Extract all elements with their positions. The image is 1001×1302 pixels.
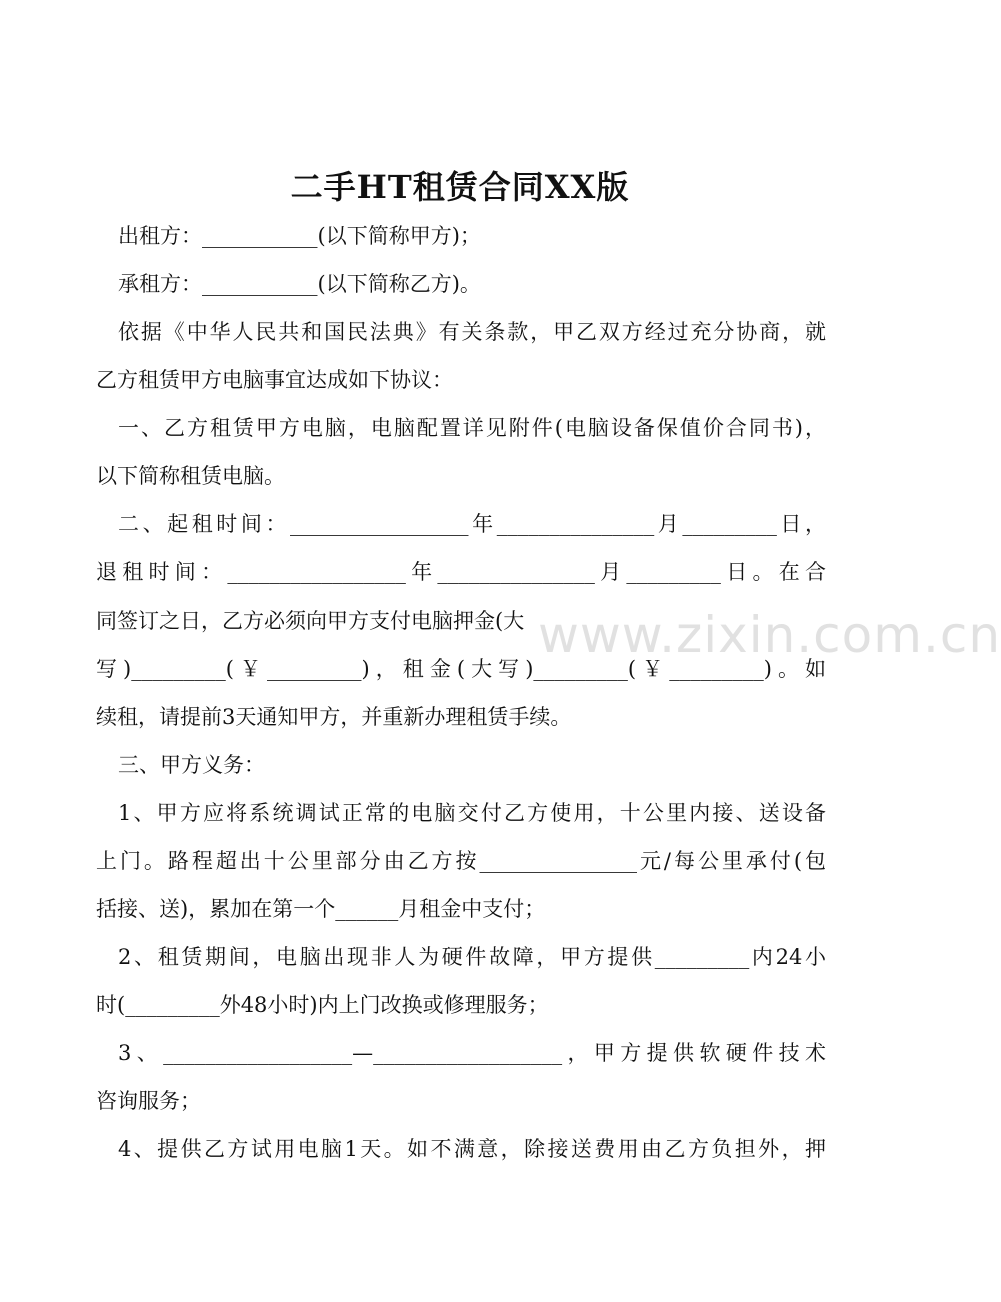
item-1-line-3: 括接、送)，累加在第一个______月租金中支付；	[96, 897, 546, 921]
item-2-line-2: 时(_________外48小时)内上门改换或修理服务；	[96, 993, 549, 1017]
item-4-line-1: 4、提供乙方试用电脑1天。如不满意，除接送费用由乙方负担外，押	[118, 1137, 826, 1161]
lessor-line: 出租方：___________(以下简称甲方)；	[118, 224, 481, 248]
clause-2-line-5: 续租，请提前3天通知甲方，并重新办理租赁手续。	[96, 705, 572, 729]
clause-2-line-1: 二、起租时间：_________________年_______________月_________日，	[118, 512, 826, 536]
watermark: www.zixin.com.cn	[538, 606, 1001, 664]
preamble-line-1: 依据《中华人民共和国民法典》有关条款，甲乙双方经过充分协商，就	[118, 320, 826, 344]
preamble-line-2: 乙方租赁甲方电脑事宜达成如下协议：	[96, 368, 453, 392]
item-2-line-1: 2、租赁期间，电脑出现非人为硬件故障，甲方提供_________内24小	[118, 945, 826, 969]
item-1-line-1: 1、甲方应将系统调试正常的电脑交付乙方使用，十公里内接、送设备	[118, 801, 826, 825]
clause-2-line-4: 写)_________(￥_________)，租金(大写)_________(￥_________)。如	[96, 657, 826, 681]
clause-2-line-2: 退租时间：_________________年_______________月_________日。在合	[96, 560, 826, 584]
lessee-line: 承租方：___________(以下简称乙方)。	[118, 272, 481, 296]
item-3-line-1: 3、__________________—__________________，甲方提供软硬件技术	[118, 1041, 826, 1065]
item-3-line-2: 咨询服务；	[96, 1089, 201, 1113]
clause-1-line-1: 一、乙方租赁甲方电脑，电脑配置详见附件(电脑设备保值价合同书)，	[118, 416, 826, 440]
item-1-line-2: 上门。路程超出十公里部分由乙方按_______________元/每公里承付(包	[96, 849, 826, 873]
clause-1-line-2: 以下简称租赁电脑。	[96, 464, 285, 488]
document-title: 二手HT租赁合同XX版	[290, 168, 630, 206]
clause-3-heading: 三、甲方义务：	[118, 753, 265, 777]
clause-2-line-3: 同签订之日，乙方必须向甲方支付电脑押金(大	[96, 609, 525, 633]
